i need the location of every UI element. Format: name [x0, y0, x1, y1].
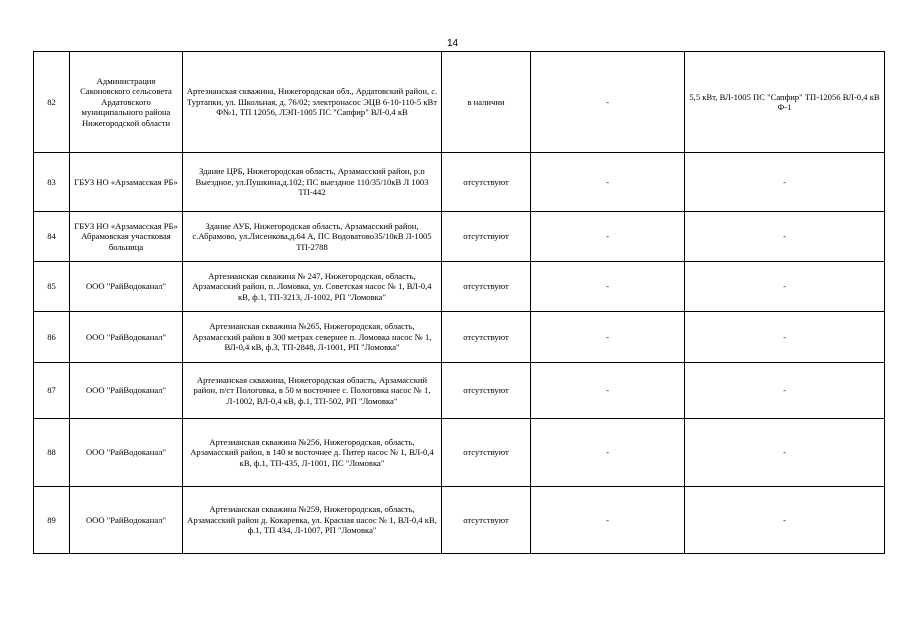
table-row — [34, 487, 885, 554]
table-row — [34, 153, 885, 212]
column-6-cell: - — [685, 363, 885, 419]
row-number: 87 — [34, 363, 70, 419]
table-row — [34, 262, 885, 312]
row-number: 84 — [34, 212, 70, 262]
organization-cell: Администрация Саконовского сельсовета Ардатовского муниципального района Нижегородской области — [70, 52, 183, 153]
object-text: Артезианская скважина, Нижегородская область, Арзамасский район, п/ст Пологовка, в 50 м восточнее с. Пологовка насос № 1, Л-1002, ВЛ-0,4 кВ, ф.1, ТП-502, РП "Ломовка" — [193, 374, 431, 406]
object-cell — [183, 487, 442, 554]
organization-cell: ГБУЗ НО «Арзамасская РБ» — [70, 153, 183, 212]
row-number: 83 — [34, 153, 70, 212]
organization-cell: ООО "РайВодоканал" — [70, 262, 183, 312]
row-number: 89 — [34, 487, 70, 554]
status-cell: отсутствуют — [442, 153, 531, 212]
column-5-cell: - — [531, 487, 685, 554]
column-5-cell: - — [531, 312, 685, 363]
column-6-cell: - — [685, 212, 885, 262]
object-text: Артезианская скважина № 247, Нижегородская, область, Арзамасский район, п. Ломовка, ул. Советская насос № 1, ВЛ-0,4 кВ, ф.1, ТП-3213, Л-1002, РП "Ломовка" — [192, 270, 432, 302]
status-cell: отсутствуют — [442, 363, 531, 419]
object-text: Здание ЦРБ, Нижегородская область, Арзамасский район, р.п Выездное, ул.Пушкина,д.102; ПС выездное 110/35/10кВ Л 1003 ТП-442 — [195, 166, 429, 198]
status-cell: отсутствуют — [442, 419, 531, 487]
object-cell — [183, 419, 442, 487]
status-cell: отсутствуют — [442, 262, 531, 312]
table-row — [34, 419, 885, 487]
column-5-cell: - — [531, 363, 685, 419]
object-cell — [183, 262, 442, 312]
table-row — [34, 52, 885, 153]
row-number: 85 — [34, 262, 70, 312]
data-table — [33, 51, 885, 554]
table-row — [34, 212, 885, 262]
organization-cell: ООО "РайВодоканал" — [70, 312, 183, 363]
organization-cell: ООО "РайВодоканал" — [70, 487, 183, 554]
table-row — [34, 363, 885, 419]
column-5-cell: - — [531, 262, 685, 312]
status-cell: отсутствуют — [442, 212, 531, 262]
object-text: Артезианская скважина №256, Нижегородская, область, Арзамасский район, в 140 м восточнее д. Питер насос № 1, ВЛ-0,4 кВ, ф.1, ТП-435, Л-1001, ПС "Ломовка" — [190, 436, 434, 468]
status-cell: отсутствуют — [442, 312, 531, 363]
column-5-cell: - — [531, 212, 685, 262]
column-5-cell: - — [531, 153, 685, 212]
column-6-cell: - — [685, 153, 885, 212]
object-cell — [183, 52, 442, 153]
organization-cell: ООО "РайВодоканал" — [70, 363, 183, 419]
organization-cell: ГБУЗ НО «Арзамасская РБ» Абрамовская участковая больница — [70, 212, 183, 262]
column-5-cell: - — [531, 52, 685, 153]
object-text: Артезианская скважина №265, Нижегородская, область, Арзамасский район в 300 метрах севернее п. Ломовка насос № 1, ВЛ-0,4 кВ, ф.3, ТП-2848, Л-1001, РП "Ломовка" — [192, 321, 432, 353]
object-text: Здание АУБ, Нижегородская область, Арзамасский район, с.Абрамово, ул.Лисенкова,д.64 А, ПС Водоватово35/10кВ Л-1005 ТП-2788 — [192, 220, 432, 252]
row-number: 88 — [34, 419, 70, 487]
row-number: 82 — [34, 52, 70, 153]
table-row — [34, 312, 885, 363]
column-5-cell: - — [531, 419, 685, 487]
status-cell: в наличии — [442, 52, 531, 153]
object-text: Артезианская скважина №259, Нижегородская, область, Арзамасский район д. Кокаревка, ул. Красная насос № 1, ВЛ-0,4 кВ, ф.1, ТП 434, Л-1007, РП "Ломовка" — [187, 504, 437, 536]
column-6-cell: - — [685, 419, 885, 487]
column-6-cell: - — [685, 487, 885, 554]
status-cell: отсутствуют — [442, 487, 531, 554]
object-cell — [183, 363, 442, 419]
organization-cell: ООО "РайВодоканал" — [70, 419, 183, 487]
column-6-cell: - — [685, 262, 885, 312]
object-cell — [183, 312, 442, 363]
row-number: 86 — [34, 312, 70, 363]
page-number: 14 — [446, 38, 459, 49]
column-6-cell: - — [685, 312, 885, 363]
column-6-cell: 5,5 кВт, ВЛ-1005 ПС "Сапфир" ТП-12056 ВЛ-0,4 кВ Ф-1 — [685, 52, 885, 153]
object-text: Артезианская скважина, Нижегородская обл., Ардатовский район, с. Туртапки, ул. Школьная, д. 76/02; электронасос ЭЦВ 6-10-110-5 кВт Ф№1, ТП 12056, ЛЭП-1005 ПС "Сапфир" ВЛ-0,4 кВ — [186, 86, 438, 118]
object-cell — [183, 212, 442, 262]
object-cell — [183, 153, 442, 212]
